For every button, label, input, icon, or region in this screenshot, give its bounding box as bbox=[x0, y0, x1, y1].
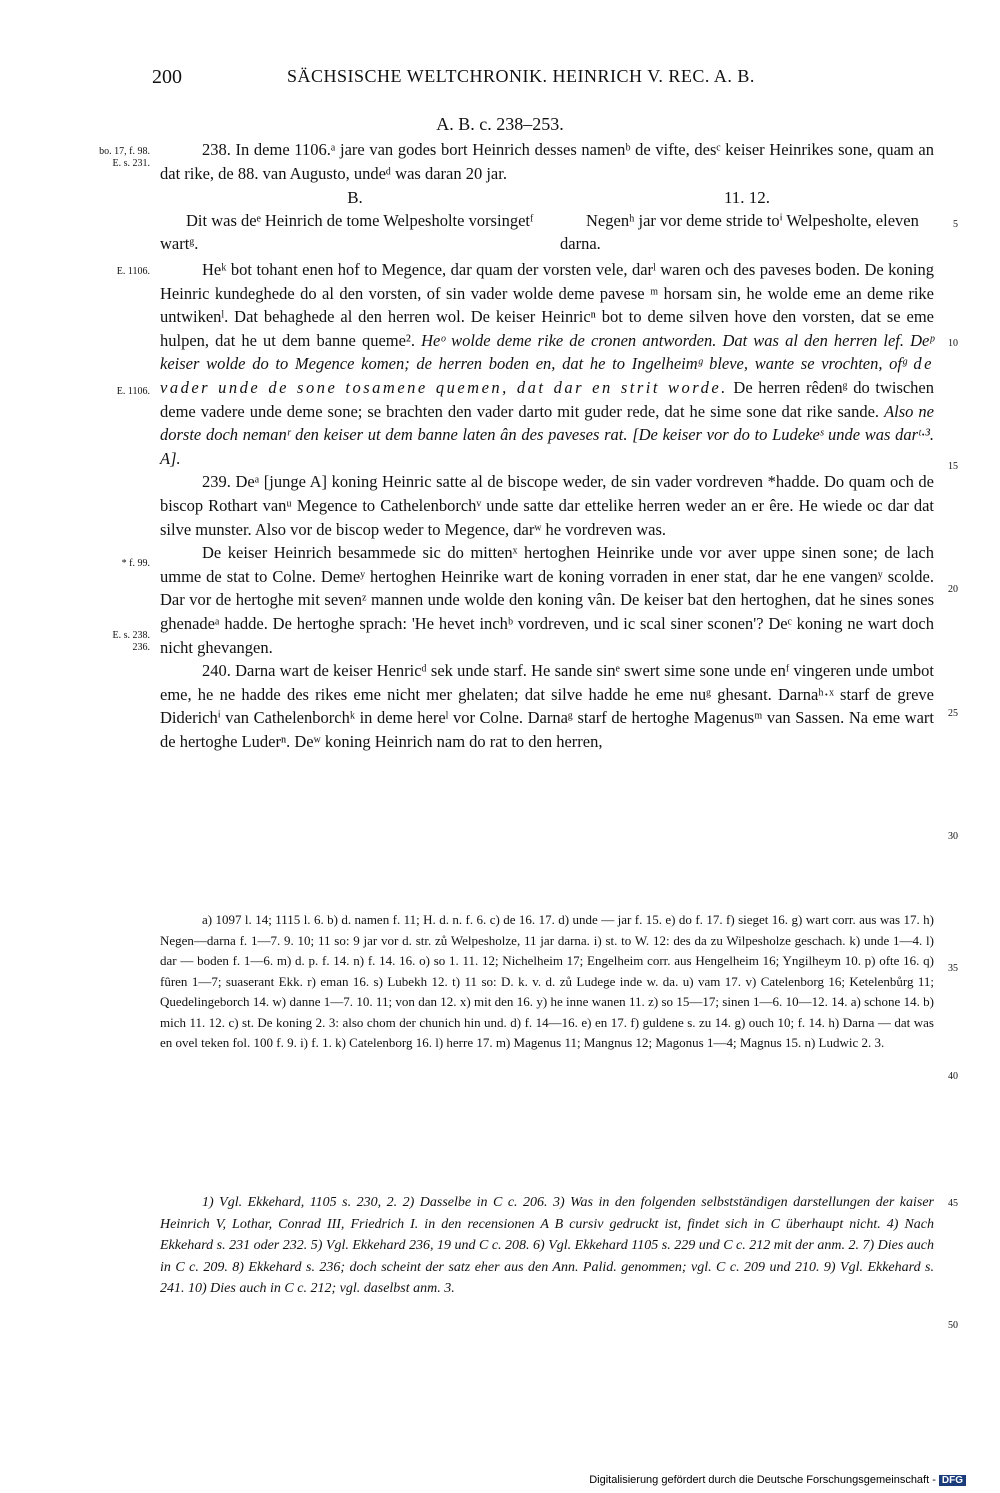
chapter-number: 238. bbox=[202, 140, 231, 159]
variants-text: a) 1097 l. 14; 1115 l. 6. b) d. namen f. 11; H. d. n. f. 6. c) de 16. 17. d) unde — jar f. 15. e) do f. 17. f) sieget 16. g) wart corr. aus was 17. h) Negen—darna f. 1—7. 9. 10; 11 so: 9 jar vor d. str. zů Welpesholze, 11 jar darna. i) st. to W. 12: des da zu Wilpesholze geschach. k) unde 1—4. l) dar — boden f. 1—6. m) d. p. f. 14. n) f. 14. 16. o) so 1. 11. 12; Nichelheim 17; Engelheim corr. aus Hengelheim 16; Yngilheym 10. p) ofte 16. q) fûren 1—7; suaserant Ekk. r) eman 16. s) Lubekh 12. t) 11 so: D. k. v. d. zů Ludege inde w. da. u) vam 17. v) Catelenborg 16; Ketelenbůrg 11; Quedelingeborch 14. w) danne 1—7. 10. 11; von dan 12. x) mit den 16. y) he inne wanen 11. z) so 15—17; sinen 1—6. 10—12. 14. a) schone 14. b) mich 11. 12. c) st. De koning 2. 3: also chom der chunich hin und. d) f. 14—16. e) en 17. f) guldene s. zu 14. g) ouch 10; f. 14. h) Darna — dat was en ovel teken fol. 100 f. 9. i) f. 1. k) Catelenborg 16. l) herre 17. m) Magenus 11; Mangnus 12; Magonus 1—4; Magnus 15. n) Ludwic 2. 3. bbox=[160, 912, 934, 1050]
line-number: 10 bbox=[948, 338, 958, 349]
notes-text: 1) Vgl. Ekkehard, 1105 s. 230, 2. 2) Dasselbe in C c. 206. 3) Was in den folgenden selbstständigen darstellungen der kaiser Heinrich V, Lothar, Conrad III, Friedrich I. in den recensionen A B cursiv gedruckt ist, findet sich in C überhaupt nicht. 4) Nach Ekkehard s. 231 oder 232. 5) Vgl. Ekkehard 236, 19 und C c. 208. 6) Vgl. Ekkehard 1105 s. 229 und C c. 212 mit der anm. 2. 7) Dies auch in C c. 209. 8) Ekkehard s. 236; doch scheint der satz eher aus den Ann. Palid. genommen; vgl. C c. 209 und 210. 9) Vgl. Ekkehard s. 241. 10) Dies auch in C c. 212; vgl. daselbst anm. 3. bbox=[160, 1195, 934, 1296]
chapter-240: 240. Darna wart de keiser Henricᵈ sek unde starf. He sande sinᵉ swert sime sone unde enᶠ vingeren unde umbot eme, he ne hadde des rikes eme nicht mer ghelaten; dat silve hadde he eme nuᵍ ghesant. Darnaʰ·ˣ starf de greve Diderichⁱ van Cathelenborchᵏ in deme hereˡ vor Colne. Darnaᵍ starf de hertoghe Magenusᵐ van Sassen. Na eme wart de hertoghe Luderⁿ. Deʷ koning Heinrich nam do rat to den herren, bbox=[160, 661, 934, 751]
digitization-credit bbox=[589, 1474, 966, 1486]
margin-note: * f. 99. bbox=[121, 558, 150, 569]
body-text: De herren rêdenᵍ do twischen deme vadere unde deme sone; se brachten den vader darto mit guder rede, dat he sime sone dat rike sande. bbox=[160, 377, 935, 421]
line-number: 50 bbox=[948, 1320, 958, 1331]
line-number: 25 bbox=[948, 708, 958, 719]
section-title: A. B. c. 238–253. bbox=[436, 114, 564, 134]
italic-text: Heᵒ wolde deme rike de cronen antworden. Dat was al den herren lef. Deᵖ keiser wolde do to Megence komen; de herren boden en, dat he to Ingelheimᵍ bleve, wante se vrochten, ofᵍ bbox=[160, 330, 934, 374]
column-heading: 11. 12. bbox=[723, 188, 771, 207]
margin-note: 236. bbox=[132, 642, 150, 653]
line-number: 30 bbox=[948, 831, 958, 842]
line-number: 35 bbox=[948, 963, 958, 974]
credit-text: Digitalisierung gefördert durch die Deutsche Forschungsgemeinschaft - bbox=[589, 1474, 936, 1486]
chapter-239: 239. Deᵃ [junge A] koning Heinric satte al de biscope weder, de sin vader vordreven *hadde. Do quam och de biscop Rothart vanᵘ Megence to Cathelenborchᵛ unde satte dar ettelike herren weder an er êre. He wiede oc dar dat silve munster. Also vor de biscop weder to Megence, darʷ he vordreven was. bbox=[160, 472, 934, 539]
body-text: Heᵏ bot tohant enen hof to Megence, dar quam der vorsten vele, darˡ waren och des paveses boden. De koning Heinric kundeghede do al den vorsten, of sin vader wolde deme pavese ᵐ horsam sin, he wolde eme an deme rike untwikenˡ. Dat behaghede al den herren wol. De keiser Heinricⁿ bot to deme silven hove den vorsten, dat se eme hulpen, dat he ut dem banne queme². bbox=[160, 260, 934, 350]
margin-note: E. s. 231. bbox=[112, 158, 150, 169]
running-head: SÄCHSISCHE WELTCHRONIK. HEINRICH V. REC. A. B. bbox=[287, 66, 755, 86]
page-number: 200 bbox=[152, 66, 182, 88]
line-number: 20 bbox=[948, 584, 958, 595]
line-number: 15 bbox=[948, 461, 958, 472]
chapter-text: In deme 1106.ᵃ jare van godes bort Heinrich desses namenᵇ de vifte, desᶜ keiser Heinrikes sone, quam an dat rike, de 88. van Augusto, undeᵈ was daran 20 jar. bbox=[160, 140, 934, 183]
footnotes bbox=[160, 1192, 934, 1300]
margin-note: E. 1106. bbox=[116, 266, 150, 277]
column-b bbox=[160, 186, 550, 255]
bracket-text: [De keiser vor do to Ludekeˢ unde was darᵗ·³. A]. bbox=[160, 425, 935, 468]
column-text: Dit was deᵉ Heinrich de tome Welpesholte vorsingetᶠ wartᵍ. bbox=[160, 211, 534, 253]
column-text: Negenʰ jar vor deme stride toⁱ Welpesholte, eleven darna. bbox=[560, 211, 919, 253]
line-number: 40 bbox=[948, 1071, 958, 1082]
column-11-12 bbox=[560, 186, 934, 255]
variant-apparatus bbox=[160, 910, 934, 1054]
dfg-logo: DFG bbox=[939, 1475, 966, 1486]
line-number: 5 bbox=[953, 219, 958, 230]
main-text bbox=[160, 258, 934, 753]
line-number: 45 bbox=[948, 1198, 958, 1209]
italic-text: Also ne dorste doch nemanʳ den keiser ut dem banne laten ân des paveses rat. bbox=[160, 401, 934, 445]
column-heading: B. bbox=[347, 188, 363, 207]
spaced-text: de vader unde de sone tosamene quemen, dat dar en strit worde. bbox=[160, 354, 934, 397]
chapter-238 bbox=[160, 138, 934, 185]
margin-note: bo. 17, f. 98. bbox=[99, 146, 150, 157]
margin-note: E. 1106. bbox=[116, 386, 150, 397]
margin-note: E. s. 238. bbox=[112, 630, 150, 641]
chapter-239-continued: De keiser Heinrich besammede sic do mittenˣ hertoghen Heinrike unde vor aver uppe sinen sone; de lach umme de stat to Colne. Demeʸ hertoghen Heinrike wart de koning vorraden in ener stat, dar he ene vangenʸ scolde. Dar vor de hertoghe mit sevenᶻ mannen unde wolde den koning vân. De keiser bat den hertoghen, dat he sines sones ghenadeᵃ hadde. De hertoghe sprach: 'He hevet inchᵇ vordreven, und ic scal siner sconen'? Deᶜ koning ne wart doch nicht ghevangen. bbox=[160, 543, 934, 657]
recension-columns bbox=[160, 186, 934, 260]
page-header bbox=[0, 66, 1000, 96]
